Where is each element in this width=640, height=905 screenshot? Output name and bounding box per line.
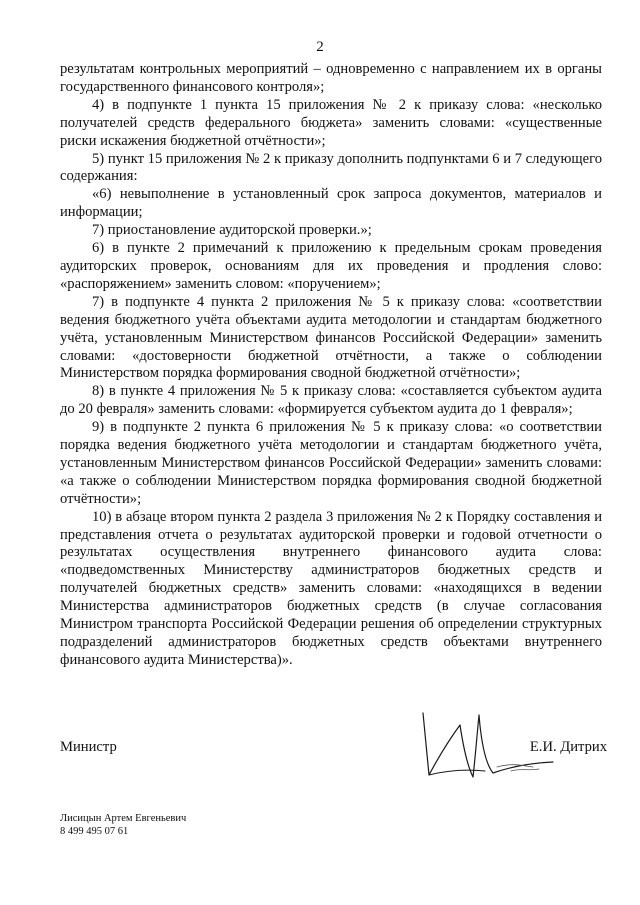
handwritten-signature (415, 705, 560, 785)
paragraph-item-6: 6) в пункте 2 примечаний к приложению к предельным срокам проведения аудиторских проверок, основаниям для их проведения и продления слово: «распоряжением» заменить словом: «поручением»; (60, 240, 602, 292)
paragraph-subitem-6: «6) невыполнение в установленный срок запроса документов, материалов и информации; (60, 186, 602, 221)
signer-name: Е.И. Дитрих (529, 739, 607, 755)
paragraph-subitem-7: 7) приостановление аудиторской проверки.»; (92, 222, 372, 239)
paragraph-continuation: результатам контрольных мероприятий – одновременно с направлением их в органы государственного финансового контроля»; (60, 61, 602, 95)
executor-info (60, 812, 186, 838)
paragraph-item-10: 10) в абзаце втором пункта 2 раздела 3 приложения № 2 к Порядку составления и представления отчета о результатах аудиторской проверки и годовой отчетности о результатах осуществления внутреннего финансового аудита слова: «подведомственных Министерству администраторов бюджетных средств и получателей бюджетных средств» заменить словами: «находящихся в ведении Министерства администраторов бюджетных средств (в случае согласования Министром транспорта Российской Федерации решения об определении структурных подразделений администраторов бюджетных средств объектами внутреннего финансового аудита Министерства)». (60, 508, 602, 668)
document-body (60, 61, 602, 670)
executor-name: Лисицын Артем Евгеньевич (60, 813, 187, 824)
paragraph-item-8: 8) в пункте 4 приложения № 5 к приказу слова: «составляется субъектом аудита до 20 февраля» заменить словами: «формируется субъектом аудита до 1 февраля»; (60, 383, 602, 418)
paragraph-item-5: 5) пункт 15 приложения № 2 к приказу дополнить подпунктами 6 и 7 следующего содержания: (60, 150, 602, 185)
executor-phone: 8 499 495 07 61 (60, 826, 129, 837)
paragraph-item-7: 7) в подпункте 4 пункта 2 приложения № 5 к приказу слова: «соответствии ведения бюджетного учёта объектами аудита методологии и стандартам бюджетного учёта, установленным Министерством финансов Российской Федерации» заменить словами: «достоверности бюджетной отчётности, а также о соблюдении Министерством порядка формирования сводной бюджетной отчётности»; (60, 293, 602, 382)
paragraph-item-4: 4) в подпункте 1 пункта 15 приложения № 2 к приказу слова: «несколько получателей средств федерального бюджета» заменить словами: «существенные риски искажения бюджетной отчётности»; (60, 96, 602, 149)
page-number: 2 (316, 39, 324, 55)
paragraph-item-9: 9) в подпункте 2 пункта 6 приложения № 5 к приказу слова: «о соответствии порядка ведения бюджетного учёта методологии и стандартам бюджетного учёта, установленным Министерством финансов Российской Федерации» заменить словами: «а также о соблюдении Министерством порядка формирования сводной бюджетной отчётности»; (60, 419, 602, 507)
signer-title: Министр (60, 739, 117, 755)
